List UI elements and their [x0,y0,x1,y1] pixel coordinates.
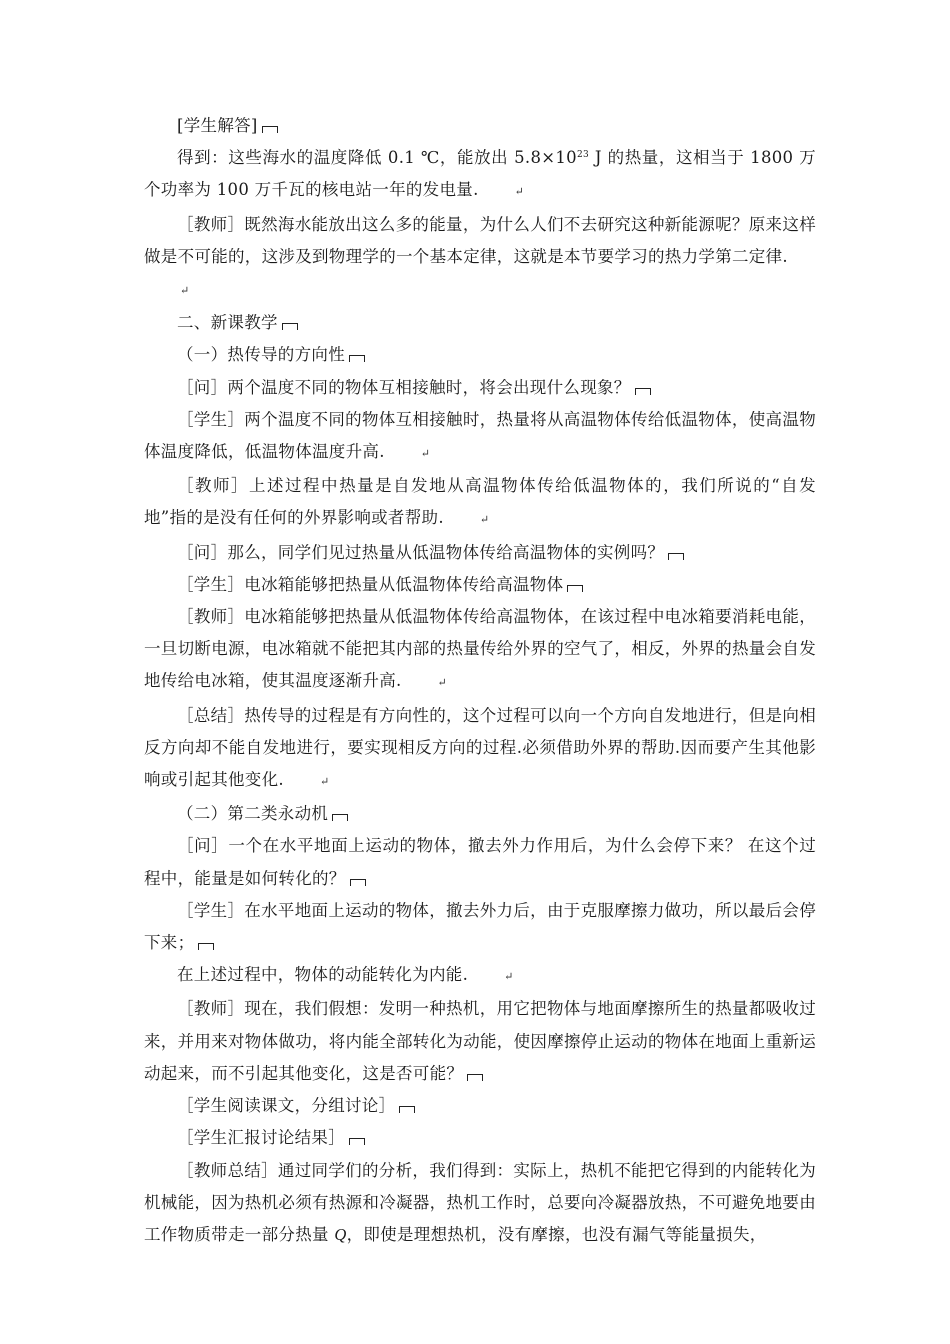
italic-symbol: Q [334,1224,347,1244]
paragraph-text: ［学生］在水平地面上运动的物体，撤去外力后，由于克服摩擦力做功，所以最后会停下来； [144,900,816,953]
line-break-mark-icon [349,355,365,362]
paragraph-mark-icon: ↵ [180,284,190,298]
line-break-mark-icon [262,126,278,133]
paragraph [144,372,816,404]
line-break-mark-icon [332,814,348,821]
paragraph [144,404,816,470]
paragraph [144,569,816,601]
paragraph-text: ［教师］上述过程中热量是自发地从高温物体传给低温物体的，我们所说的“自发地”指的是没有任何的外界影响或者帮助. [144,476,816,528]
paragraph [144,537,816,569]
paragraph-mark-icon: ↵ [437,676,448,690]
paragraph-mark-icon: ↵ [479,513,490,527]
paragraph-mark-icon: ↵ [319,775,330,789]
paragraph-text: ［教师］既然海水能放出这么多的能量，为什么人们不去研究这种新能源呢？原来这样做是不可能的，这涉及到物理学的一个基本定律，这就是本节要学习的热力学第二定律. [144,214,816,266]
line-break-mark-icon [198,943,214,950]
paragraph-text: ［总结］热传导的过程是有方向性的，这个过程可以向一个方向自发地进行，但是向相反方向却不能自发地进行，要实现相反方向的过程.必须借助外界的帮助.因而要产生其他影响或引起其他变化. [144,705,816,790]
paragraph [144,110,816,142]
paragraph-text: ［学生］两个温度不同的物体互相接触时，热量将从高温物体传给低温物体，使高温物体温度降低，低温物体温度升高. [144,409,816,462]
paragraph-mark-icon: ↵ [504,970,514,984]
paragraph [144,307,816,339]
line-break-mark-icon [349,1138,365,1145]
paragraph [144,339,816,371]
line-break-mark-icon [635,388,651,395]
paragraph [144,601,816,700]
paragraph [144,959,816,993]
paragraph [144,142,816,208]
paragraph-text: ［教师］现在，我们假想：发明一种热机，用它把物体与地面摩擦所生的热量都吸收过来，并用来对物体做功，将内能全部转化为动能，使因摩擦停止运动的物体在地面上重新运动起来，而不引起其他变化，这是否可能？ [144,999,816,1083]
paragraph [144,1090,816,1122]
line-break-mark-icon [668,553,684,560]
line-break-mark-icon [282,323,298,330]
paragraph-text: ［问］一个在水平地面上运动的物体，撤去外力作用后，为什么会停下来？ 在这个过程中，能量是如何转化的？ [144,836,816,888]
paragraph [144,700,816,799]
paragraph-text: ［教师］电冰箱能够把热量从低温物体传给高温物体，在该过程中电冰箱要消耗电能，一旦切断电源，电冰箱就不能把其内部的热量传给外界的空气了，相反，外界的热量会自发地传给电冰箱，使其温度逐渐升高. [144,607,816,691]
line-break-mark-icon [467,1074,483,1081]
paragraph-text: ［问］那么，同学们见过热量从低温物体传给高温物体的实例吗？ [177,542,665,562]
paragraph [144,798,816,830]
paragraph-text: （一）热传导的方向性 [177,345,345,365]
paragraph-text: 二、新课教学 [177,313,278,333]
paragraph [144,1122,816,1154]
paragraph-text: 在上述过程中，物体的动能转化为内能. [177,965,469,985]
paragraph-text: ，即使是理想热机，没有摩擦，也没有漏气等能量损失， [346,1224,767,1244]
paragraph-text: [学生解答] [177,116,258,135]
paragraph-mark-icon: ↵ [420,447,431,461]
line-break-mark-icon [399,1106,415,1113]
document-body [144,110,816,1251]
superscript-exponent: 23 [576,150,590,161]
paragraph-text: ［学生］电冰箱能够把热量从低温物体传给高温物体 [177,574,564,594]
paragraph [144,470,816,536]
paragraph-text: 得到：这些海水的温度降低 0.1 ℃，能放出 5.8×10 [177,148,577,168]
paragraph-text: ［学生汇报讨论结果］ [177,1128,345,1148]
paragraph-mark-icon: ↵ [514,185,525,199]
line-break-mark-icon [350,879,366,886]
paragraph-text: ［学生阅读课文，分组讨论］ [177,1096,396,1116]
paragraph [144,993,816,1090]
paragraph-text: ［问］两个温度不同的物体互相接触时，将会出现什么现象？ [177,377,631,397]
paragraph-text: ［教师总结］通过同学们的分析，我们得到：实际上，热机不能把它得到的内能转化为机械能，因为热机必须有热源和冷凝器，热机工作时，总要向冷凝器放热，不可避免地要由工作物质带走一部分热量 [144,1160,816,1244]
paragraph-text: （二）第二类永动机 [177,804,329,824]
paragraph [144,830,816,894]
paragraph [144,895,816,959]
paragraph-text: J 的热量，这相当于 1800 万个功率为 100 万千瓦的核电站一年的发电量. [144,148,816,200]
paragraph [144,209,816,308]
paragraph [144,1155,816,1252]
line-break-mark-icon [567,585,583,592]
